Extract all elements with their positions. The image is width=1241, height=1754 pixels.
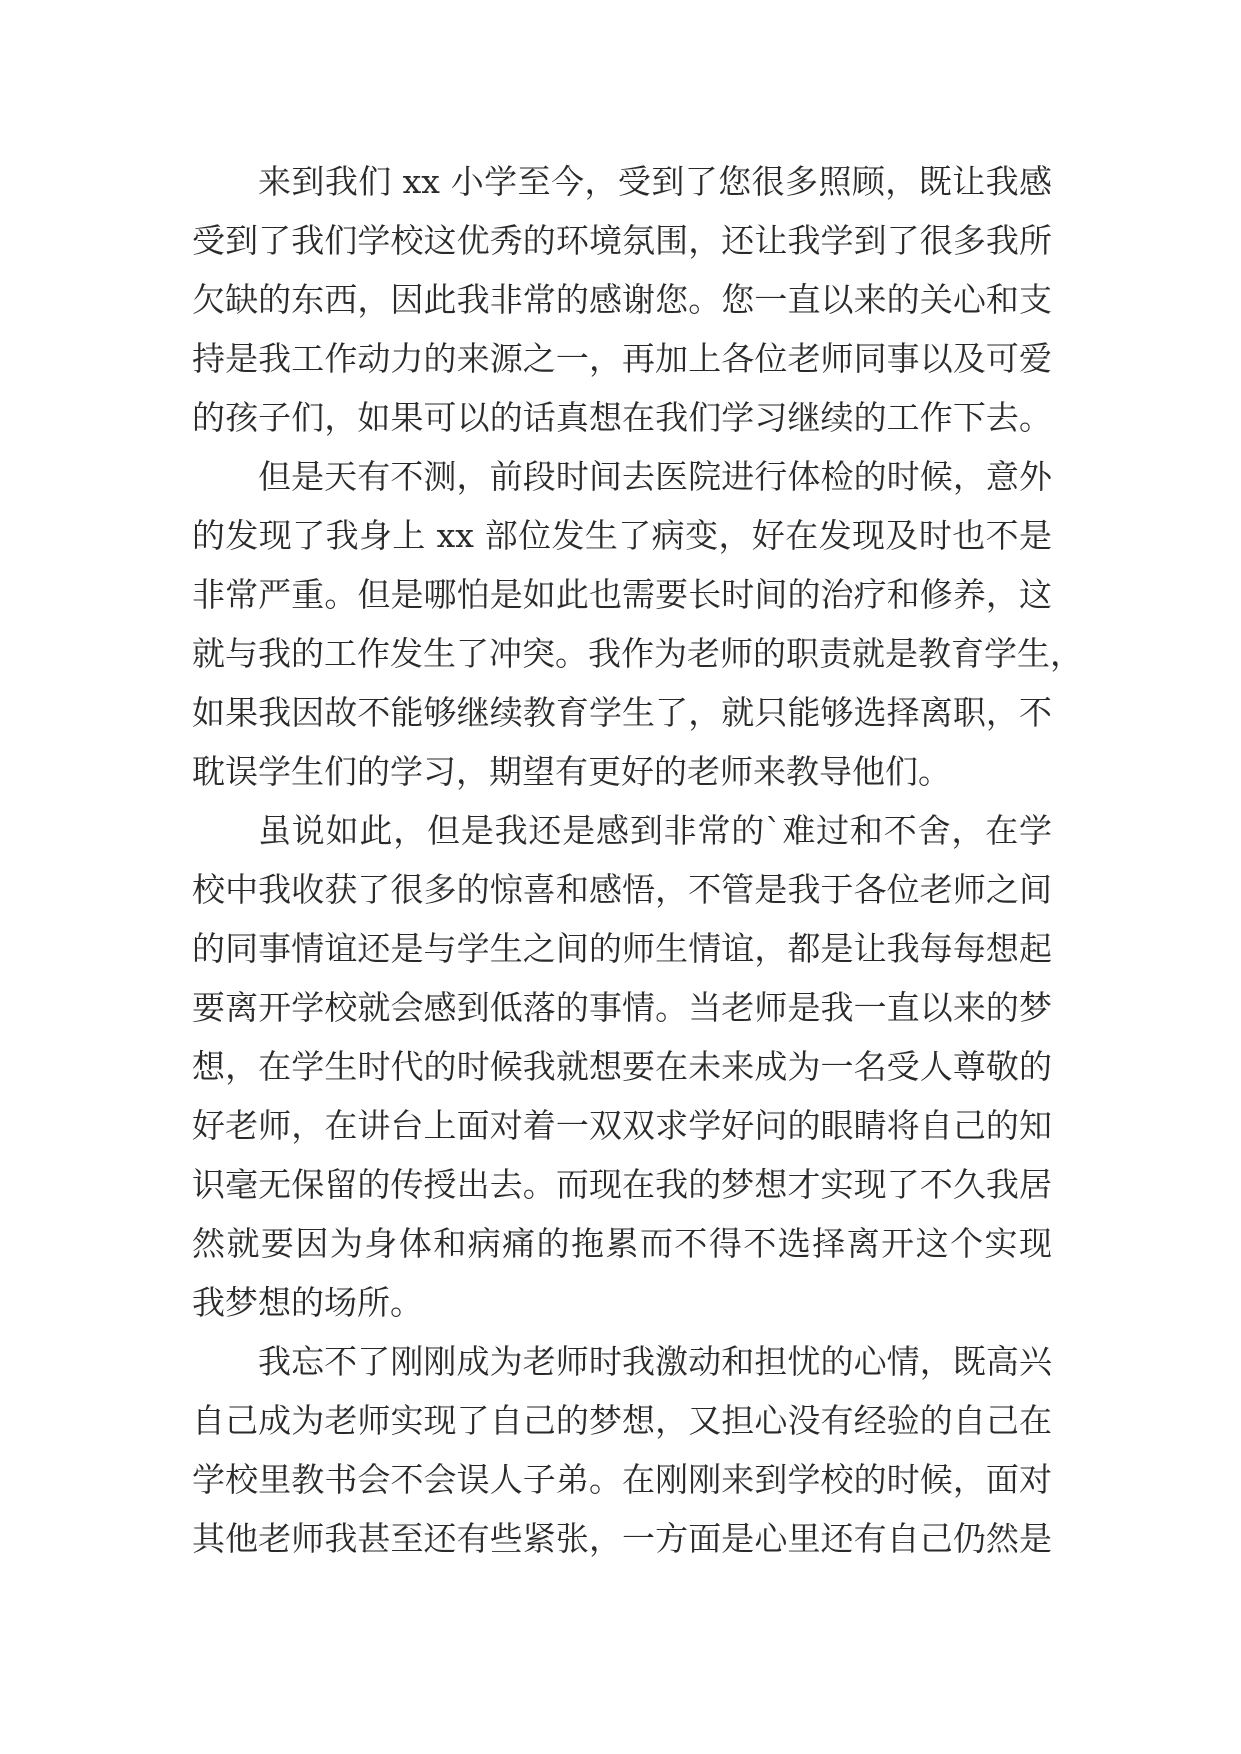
- text-line: 来到我们 xx 小学至今，受到了您很多照顾，既让我感: [258, 162, 1052, 201]
- paragraph-1: [192, 152, 1052, 447]
- text-line: 耽误学生们的学习，期望有更好的老师来教导他们。: [192, 752, 951, 791]
- paragraph-4: [192, 1332, 1052, 1568]
- text-line: 我梦想的场所。: [192, 1283, 423, 1322]
- text-line: 然就要因为身体和病痛的拖累而不得不选择离开这个实现: [192, 1224, 1052, 1263]
- text-line: 其他老师我甚至还有些紧张，一方面是心里还有自己仍然是: [192, 1519, 1052, 1558]
- text-line: 如果我因故不能够继续教育学生了，就只能够选择离职，不: [192, 693, 1052, 732]
- text-line: 的孩子们，如果可以的话真想在我们学习继续的工作下去。: [192, 398, 1052, 437]
- text-line: 要离开学校就会感到低落的事情。当老师是我一直以来的梦: [192, 988, 1052, 1027]
- document-body: [192, 152, 1083, 1568]
- text-line: 我忘不了刚刚成为老师时我激动和担忧的心情，既高兴: [258, 1342, 1052, 1381]
- text-line: 欠缺的东西，因此我非常的感谢您。您一直以来的关心和支: [192, 280, 1052, 319]
- text-line: 识毫无保留的传授出去。而现在我的梦想才实现了不久我居: [192, 1165, 1052, 1204]
- text-line: 校中我收获了很多的惊喜和感悟，不管是我于各位老师之间: [192, 870, 1052, 909]
- text-line: 自己成为老师实现了自己的梦想，又担心没有经验的自己在: [192, 1401, 1052, 1440]
- text-line: 好老师，在讲台上面对着一双双求学好问的眼睛将自己的知: [192, 1106, 1052, 1145]
- text-line: 想，在学生时代的时候我就想要在未来成为一名受人尊敬的: [192, 1047, 1052, 1086]
- text-line: 学校里教书会不会误人子弟。在刚刚来到学校的时候，面对: [192, 1460, 1052, 1499]
- text-line: 就与我的工作发生了冲突。我作为老师的职责就是教育学生，: [192, 634, 1083, 673]
- text-line: 的同事情谊还是与学生之间的师生情谊，都是让我每每想起: [192, 929, 1052, 968]
- text-line: 受到了我们学校这优秀的环境氛围，还让我学到了很多我所: [192, 221, 1052, 260]
- text-line: 的发现了我身上 xx 部位发生了病变，好在发现及时也不是: [192, 516, 1052, 555]
- text-line: 虽说如此，但是我还是感到非常的`难过和不舍，在学: [258, 811, 1052, 850]
- text-line: 持是我工作动力的来源之一，再加上各位老师同事以及可爱: [192, 339, 1052, 378]
- text-line: 但是天有不测，前段时间去医院进行体检的时候，意外: [258, 457, 1052, 496]
- paragraph-3: [192, 801, 1052, 1332]
- text-line: 非常严重。但是哪怕是如此也需要长时间的治疗和修养，这: [192, 575, 1052, 614]
- paragraph-2: [192, 447, 1083, 801]
